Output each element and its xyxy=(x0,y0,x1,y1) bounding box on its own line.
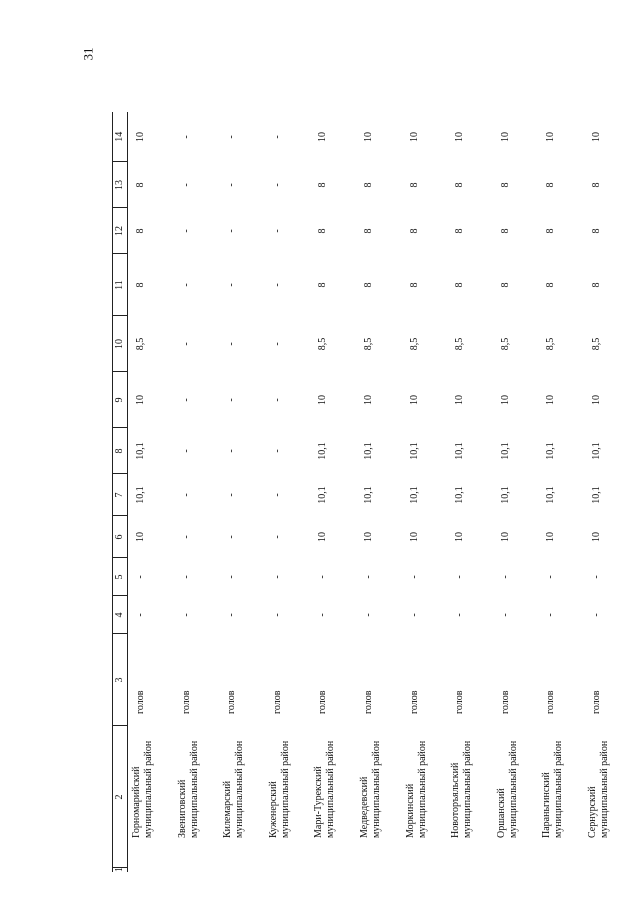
value-cell: 10 xyxy=(545,132,557,142)
row-number-cell xyxy=(310,868,356,872)
district-name-cell: Мари-Турекский муниципальный район xyxy=(313,740,337,838)
value-cell: - xyxy=(180,183,192,187)
value-cell: 10 xyxy=(499,532,511,542)
value-cell: 8 xyxy=(408,182,420,188)
value-cell: 10,1 xyxy=(499,486,511,504)
value-cell: 10,1 xyxy=(408,486,420,504)
value-cell: 10,1 xyxy=(545,442,557,460)
value-cell: 10 xyxy=(454,132,466,142)
value-cell: 8,5 xyxy=(317,337,329,351)
value-cell: 10 xyxy=(362,395,374,405)
value-cell: 10 xyxy=(135,532,146,542)
value-cell: 8 xyxy=(590,228,602,234)
unit-cell: голов xyxy=(317,690,329,714)
value-cell: 10,1 xyxy=(454,442,466,460)
value-cell: 10 xyxy=(317,395,329,405)
column-header: 11 xyxy=(113,254,128,316)
table-container xyxy=(112,112,610,872)
value-cell: 8 xyxy=(545,282,557,288)
value-cell: 8 xyxy=(135,182,146,188)
value-cell: 8 xyxy=(317,228,329,234)
value-cell: 8 xyxy=(454,228,466,234)
value-cell: - xyxy=(226,135,238,139)
column-header: 3 xyxy=(113,634,128,726)
value-cell: 8 xyxy=(545,228,557,234)
row-number-cell xyxy=(174,868,220,872)
value-cell: - xyxy=(271,493,283,497)
value-cell: - xyxy=(226,183,238,187)
table-row xyxy=(356,112,402,872)
value-cell: 8 xyxy=(590,282,602,288)
value-cell: 10 xyxy=(590,532,602,542)
value-cell: - xyxy=(271,229,283,233)
district-name-cell: Медведевский муниципальный район xyxy=(358,740,382,838)
value-cell: - xyxy=(226,493,238,497)
column-header: 2 xyxy=(113,726,128,868)
value-cell: - xyxy=(271,613,283,617)
table-row xyxy=(128,112,174,872)
unit-cell: голов xyxy=(180,690,192,714)
table-row xyxy=(402,112,448,872)
value-cell: 10,1 xyxy=(454,486,466,504)
value-cell: 8 xyxy=(408,228,420,234)
value-cell: 10,1 xyxy=(545,486,557,504)
district-name-cell: Горномарийский муниципальный район xyxy=(131,740,154,838)
row-number-cell xyxy=(538,868,584,872)
value-cell: - xyxy=(180,342,192,346)
column-header: 6 xyxy=(113,516,128,558)
value-cell: 8 xyxy=(317,282,329,288)
value-cell: 10 xyxy=(317,132,329,142)
value-cell: - xyxy=(408,575,420,579)
unit-cell: голов xyxy=(135,690,146,714)
row-number-cell xyxy=(219,868,265,872)
value-cell: 10,1 xyxy=(135,442,146,460)
column-header: 5 xyxy=(113,558,128,596)
row-number-cell xyxy=(128,868,174,872)
value-cell: - xyxy=(499,613,511,617)
value-cell: 8 xyxy=(362,282,374,288)
unit-cell: голов xyxy=(271,690,283,714)
unit-cell: голов xyxy=(226,690,238,714)
column-header: 4 xyxy=(113,596,128,634)
value-cell: 8 xyxy=(499,182,511,188)
value-cell: 8 xyxy=(545,182,557,188)
value-cell: - xyxy=(545,613,557,617)
data-table xyxy=(112,112,630,872)
value-cell: - xyxy=(454,613,466,617)
value-cell: 10 xyxy=(135,132,146,142)
value-cell: 10 xyxy=(362,532,374,542)
value-cell: 8 xyxy=(454,182,466,188)
district-name-cell: Моркинский муниципальный район xyxy=(404,740,428,838)
value-cell: - xyxy=(271,135,283,139)
value-cell: - xyxy=(271,398,283,402)
column-header: 1 xyxy=(113,868,128,872)
value-cell: - xyxy=(362,613,374,617)
unit-cell: голов xyxy=(408,690,420,714)
table-row xyxy=(538,112,584,872)
table-row xyxy=(584,112,630,872)
value-cell: 8 xyxy=(499,282,511,288)
value-cell: 10 xyxy=(317,532,329,542)
unit-cell: голов xyxy=(545,690,557,714)
value-cell: 8 xyxy=(317,182,329,188)
value-cell: 8 xyxy=(362,228,374,234)
value-cell: - xyxy=(590,613,602,617)
value-cell: - xyxy=(271,283,283,287)
value-cell: - xyxy=(135,575,146,579)
value-cell: - xyxy=(180,283,192,287)
value-cell: 10,1 xyxy=(590,442,602,460)
value-cell: - xyxy=(317,613,329,617)
value-cell: 10 xyxy=(362,132,374,142)
value-cell: - xyxy=(180,535,192,539)
value-cell: - xyxy=(362,575,374,579)
value-cell: 10,1 xyxy=(408,442,420,460)
value-cell: 8,5 xyxy=(135,337,146,351)
value-cell: - xyxy=(226,342,238,346)
table-row xyxy=(219,112,265,872)
value-cell: 10 xyxy=(454,532,466,542)
value-cell: - xyxy=(545,575,557,579)
value-cell: - xyxy=(180,229,192,233)
value-cell: 10,1 xyxy=(317,486,329,504)
value-cell: 8 xyxy=(408,282,420,288)
column-header: 10 xyxy=(113,316,128,372)
row-number-cell xyxy=(584,868,630,872)
value-cell: - xyxy=(180,613,192,617)
column-header: 13 xyxy=(113,162,128,208)
value-cell: - xyxy=(226,575,238,579)
value-cell: 10,1 xyxy=(590,486,602,504)
column-header: 8 xyxy=(113,428,128,474)
value-cell: 10 xyxy=(135,395,146,405)
unit-cell: голов xyxy=(454,690,466,714)
value-cell: 8,5 xyxy=(590,337,602,351)
value-cell: - xyxy=(408,613,420,617)
value-cell: 8 xyxy=(135,228,146,234)
value-cell: - xyxy=(135,613,146,617)
column-header: 14 xyxy=(113,112,128,162)
value-cell: 10 xyxy=(545,395,557,405)
value-cell: - xyxy=(271,535,283,539)
value-cell: 10,1 xyxy=(135,486,146,504)
value-cell: - xyxy=(226,613,238,617)
value-cell: 10 xyxy=(499,395,511,405)
value-cell: 10 xyxy=(408,532,420,542)
value-cell: - xyxy=(180,575,192,579)
value-cell: 8,5 xyxy=(454,337,466,351)
value-cell: - xyxy=(226,398,238,402)
value-cell: - xyxy=(271,449,283,453)
table-body xyxy=(128,112,630,872)
unit-cell: голов xyxy=(499,690,511,714)
column-header: 12 xyxy=(113,208,128,254)
table-header xyxy=(113,112,128,872)
district-name-cell: Куженерский муниципальный район xyxy=(267,740,291,838)
value-cell: 8 xyxy=(454,282,466,288)
value-cell: - xyxy=(226,283,238,287)
value-cell: - xyxy=(271,575,283,579)
value-cell: 10 xyxy=(545,532,557,542)
row-number-cell xyxy=(447,868,493,872)
value-cell: 10,1 xyxy=(362,486,374,504)
value-cell: - xyxy=(180,135,192,139)
value-cell: - xyxy=(226,535,238,539)
value-cell: 10 xyxy=(454,395,466,405)
district-name-cell: Параньгинский муниципальный район xyxy=(541,740,565,838)
unit-cell: голов xyxy=(590,690,602,714)
value-cell: - xyxy=(317,575,329,579)
value-cell: 10,1 xyxy=(317,442,329,460)
row-number-cell xyxy=(402,868,448,872)
value-cell: - xyxy=(271,183,283,187)
value-cell: 10 xyxy=(408,132,420,142)
value-cell: 8,5 xyxy=(362,337,374,351)
value-cell: 8 xyxy=(590,182,602,188)
table-row xyxy=(447,112,493,872)
unit-cell: голов xyxy=(362,690,374,714)
value-cell: 10 xyxy=(499,132,511,142)
value-cell: 8 xyxy=(135,282,146,288)
value-cell: 10,1 xyxy=(499,442,511,460)
value-cell: - xyxy=(226,229,238,233)
district-name-cell: Оршанский муниципальный район xyxy=(495,740,519,838)
value-cell: 10 xyxy=(408,395,420,405)
table-row xyxy=(265,112,311,872)
value-cell: - xyxy=(499,575,511,579)
page-number: 31 xyxy=(80,47,96,61)
value-cell: - xyxy=(180,493,192,497)
value-cell: - xyxy=(271,342,283,346)
value-cell: - xyxy=(454,575,466,579)
table-row xyxy=(493,112,539,872)
district-name-cell: Килемарский муниципальный район xyxy=(222,740,246,838)
table-row xyxy=(174,112,220,872)
row-number-cell xyxy=(493,868,539,872)
value-cell: 8,5 xyxy=(499,337,511,351)
value-cell: 10,1 xyxy=(362,442,374,460)
column-header: 7 xyxy=(113,474,128,516)
district-name-cell: Новоторъяльский муниципальный район xyxy=(450,740,474,838)
table-row xyxy=(310,112,356,872)
header-row xyxy=(113,112,128,872)
value-cell: 8 xyxy=(362,182,374,188)
value-cell: 8,5 xyxy=(545,337,557,351)
value-cell: - xyxy=(180,449,192,453)
value-cell: 10 xyxy=(590,395,602,405)
value-cell: - xyxy=(180,398,192,402)
district-name-cell: Сернурский муниципальный район xyxy=(586,740,610,838)
value-cell: - xyxy=(226,449,238,453)
district-name-cell: Звениговский муниципальный район xyxy=(176,740,200,838)
row-number-cell xyxy=(265,868,311,872)
value-cell: 8 xyxy=(499,228,511,234)
value-cell: - xyxy=(590,575,602,579)
row-number-cell xyxy=(356,868,402,872)
column-header: 9 xyxy=(113,372,128,428)
value-cell: 8,5 xyxy=(408,337,420,351)
value-cell: 10 xyxy=(590,132,602,142)
